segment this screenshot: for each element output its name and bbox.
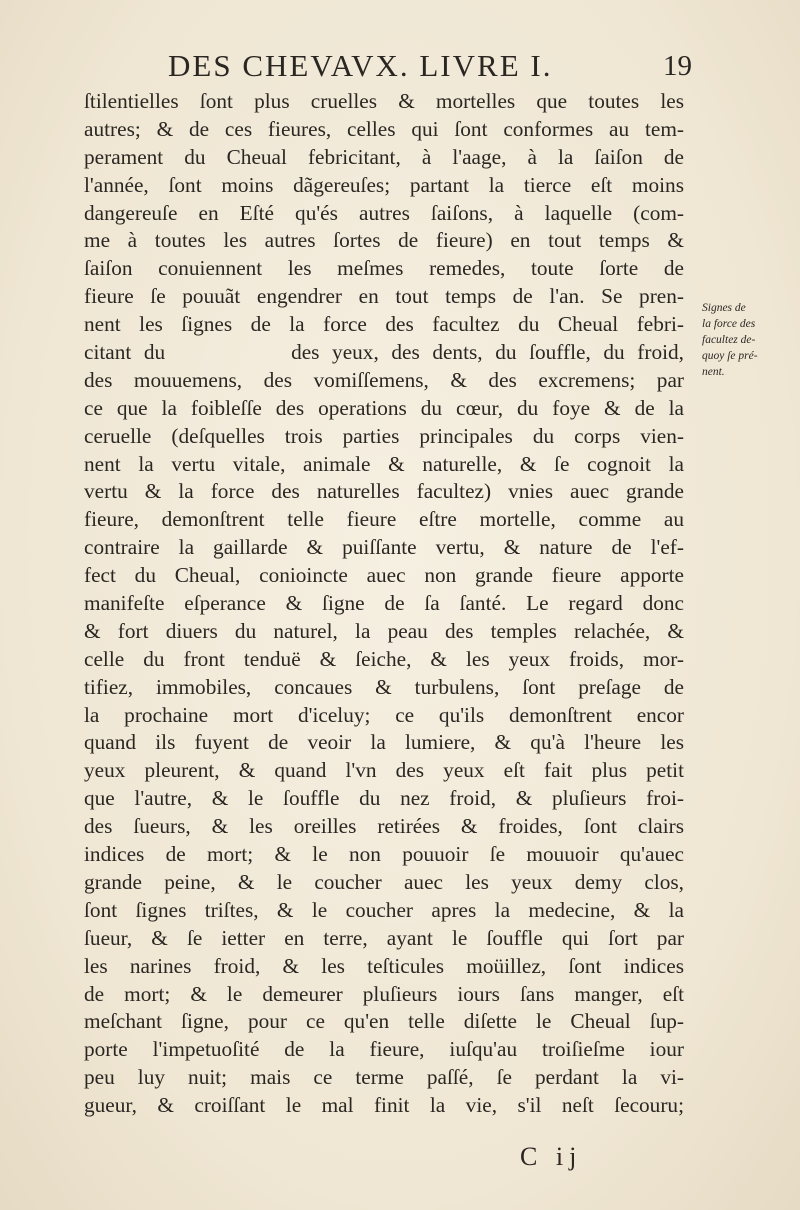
text-line: indices de mort; & le non pouuoir ſe mouuoir qu'auec <box>84 842 684 867</box>
text-line: l'année, ſont moins dãgereuſes; partant la tierce eſt moins <box>84 172 684 197</box>
text-line: des mouuemens, des vomiſſemens, & des excremens; par <box>84 367 684 392</box>
text-line: tifiez, immobiles, concaues & turbulens, ſont preſage de <box>84 674 684 699</box>
text-line: de mort; & le demeurer pluſieurs iours ſans manger, eſt <box>84 981 684 1006</box>
running-head: DES CHEVAVX. LIVRE I. <box>168 48 553 83</box>
page-number: 19 <box>663 50 692 82</box>
text-line: manifeſte eſperance & ſigne de ſa ſanté. Le regard donc <box>84 591 684 616</box>
text-line: nent la vertu vitale, animale & naturelle, & ſe cognoit la <box>84 451 684 476</box>
margin-note-line: quoy ſe pré- <box>702 350 758 362</box>
text-line: des ſueurs, & les oreilles retirées & froides, ſont clairs <box>84 814 684 839</box>
text-line: meſchant ſigne, pour ce qu'en telle diſette le Cheual ſup- <box>84 1009 684 1034</box>
text-line: celle du front tenduë & ſeiche, & les yeux froids, mor- <box>84 646 684 671</box>
text-line: ſaiſon conuiennent les meſmes remedes, toute ſorte de <box>84 256 684 281</box>
signature-mark: C ij <box>520 1142 583 1171</box>
text-line: me à toutes les autres ſortes de fieure) en tout temps & <box>84 228 684 253</box>
text-line: les narines froid, & les teſticules moüillez, ſont indices <box>84 953 684 978</box>
text-line: yeux pleurent, & quand l'vn des yeux eſt fait plus petit <box>84 758 684 783</box>
margin-note-line: Signes de <box>702 302 746 314</box>
text-line: la prochaine mort d'iceluy; ce qu'ils demonſtrent encor <box>84 702 684 727</box>
text-line: citant du des yeux, des dents, du ſouffle, du froid, <box>84 340 684 365</box>
text-line: ſueur, & ſe ietter en terre, ayant le ſouffle qui ſort par <box>84 925 684 950</box>
text-line: porte l'impetuoſité de la fieure, iuſqu'au troiſieſme iour <box>84 1037 684 1062</box>
text-line: gueur, & croiſſant le mal finit la vie, s'il neſt ſecouru; <box>84 1093 684 1118</box>
text-line: que l'autre, & le ſouffle du nez froid, & pluſieurs froi- <box>84 786 684 811</box>
text-line: dangereuſe en Eſté qu'és autres ſaiſons, à laquelle (com- <box>84 200 684 225</box>
text-line: fieure ſe pouuãt engendrer en tout temps de l'an. Se pren- <box>84 284 684 309</box>
text-line: ſont ſignes triſtes, & le coucher apres la medecine, & la <box>84 897 684 922</box>
body-text <box>84 88 684 1120</box>
margin-note-line: facultez de- <box>702 334 756 346</box>
text-line: grande peine, & le coucher auec les yeux demy clos, <box>84 869 684 894</box>
text-line: ce que la foibleſſe des operations du cœur, du foye & de la <box>84 395 684 420</box>
text-line: fieure, demonſtrent telle fieure eſtre mortelle, comme au <box>84 507 684 532</box>
text-line: ſtilentielles ſont plus cruelles & mortelles que toutes les <box>84 89 684 113</box>
text-line: quand ils fuyent de veoir la lumiere, & qu'à l'heure les <box>84 730 684 755</box>
page-header <box>88 48 692 88</box>
text-line: & fort diuers du naturel, la peau des temples relachée, & <box>84 618 684 643</box>
margin-note <box>702 300 792 380</box>
margin-note-line: nent. <box>702 366 725 378</box>
text-line: autres; & de ces fieures, celles qui ſont conformes au tem- <box>84 116 684 141</box>
text-line: ceruelle (deſquelles trois parties principales du corps vien- <box>84 423 684 448</box>
text-line: contraire la gaillarde & puiſſante vertu, & nature de l'ef- <box>84 535 684 560</box>
margin-note-line: la force des <box>702 318 756 330</box>
text-line: nent les ſignes de la force des facultez du Cheual febri- <box>84 312 684 337</box>
text-line: fect du Cheual, conioincte auec non grande fieure apporte <box>84 563 684 588</box>
text-line: peu luy nuit; mais ce terme paſſé, ſe perdant la vi- <box>84 1065 684 1090</box>
text-line: vertu & la force des naturelles facultez) vnies auec grande <box>84 479 684 504</box>
text-line: perament du Cheual febricitant, à l'aage, à la ſaiſon de <box>84 144 684 169</box>
